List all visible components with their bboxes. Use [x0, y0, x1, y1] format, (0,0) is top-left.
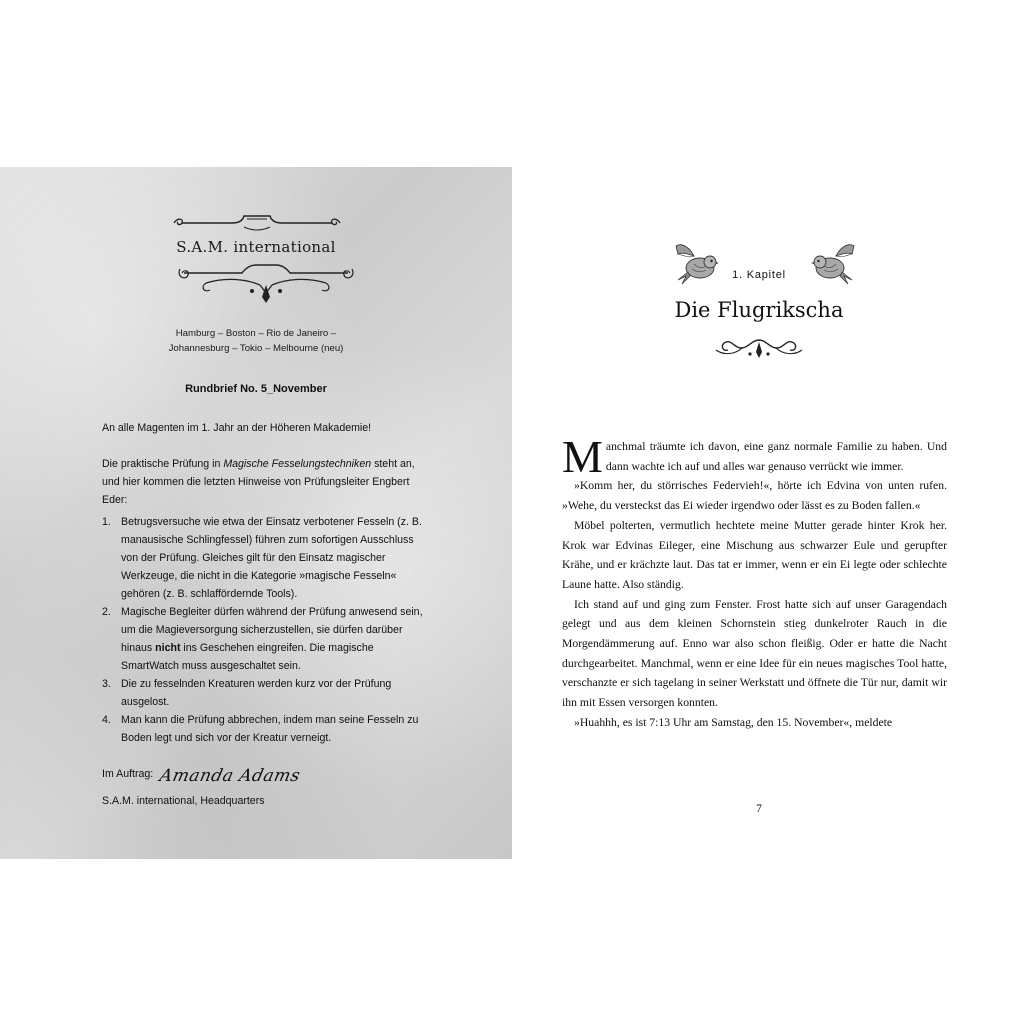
list-text: Magische Begleiter dürfen während der Prüfung anwesend sein, um die Magieversorgung sicherzustellen, sie dürfen darüber hinaus — [121, 606, 423, 654]
intro-text: Die praktische Prüfung in — [102, 458, 224, 470]
organization-name: S.A.M. international — [176, 238, 336, 256]
list-item — [102, 513, 432, 603]
paragraph-text: anchmal träumte ich davon, eine ganz normale Familie zu haben. Und dann wachte ich auf und alles war genauso verrückt wie immer. — [605, 440, 947, 473]
signature: Amanda Adams — [157, 766, 303, 786]
letter-page — [0, 167, 512, 859]
list-text: Betrugsversuche wie etwa der Einsatz verbotener Fesseln (z. B. manausische Schlingfessel) führen zum sofortigen Ausschluss von der Prüfung. Gleiches gilt für den Einsatz magischer Werkzeuge, die nicht in die Kategorie »magische Fesseln« gehören (z. B. schlaffördernde Tools). — [121, 516, 422, 600]
letter-intro — [102, 455, 432, 509]
list-text: Die zu fesselnden Kreaturen werden kurz vor der Prüfung ausgelost. — [121, 678, 392, 708]
letter-title: Rundbrief No. 5_November — [185, 383, 327, 395]
swirl-ornament-icon — [712, 334, 806, 360]
story-paragraph: »Komm her, du störrisches Federvieh!«, hörte ich Edvina von unten rufen. »Wehe, du versteckst das Ei wieder irgendwo oder lässt es zu Boden fallen.« — [562, 479, 947, 513]
list-item — [102, 675, 432, 711]
list-text: Man kann die Prüfung abbrechen, indem man seine Fesseln zu Boden legt und sich vor der Kreatur verneigt. — [121, 714, 419, 744]
headquarters-line: S.A.M. international, Headquarters — [102, 795, 265, 807]
story-paragraph: Ich stand auf und ging zum Fenster. Frost hatte sich auf unser Garagendach gelegt und aus dem kleinen Schornstein stieg dunkelroter Rauch in die Morgendämmerung auf. Enno war also schon fleißig. Oder er hatte die Nacht durchgearbeitet. Manchmal, wenn er eine Idee für ein neues magisches Tool hatte, verschanzte er sich tagelang in seiner Werkstatt und öffnete die Tür nur, damit wir ihn mit Essen versorgen konnten. — [562, 597, 947, 710]
list-item — [102, 603, 432, 675]
chapter-title: Die Flugrikscha — [674, 298, 844, 322]
drop-cap: M — [562, 431, 603, 482]
chapter-number: 1. Kapitel — [732, 269, 786, 281]
list-item — [102, 711, 432, 747]
story-text — [562, 431, 947, 733]
letter-greeting: An alle Magenten im 1. Jahr an der Höheren Makademie! — [102, 422, 372, 434]
list-number: 3. — [102, 678, 111, 690]
intro-subject: Magische Fesselungstechniken — [223, 458, 372, 470]
chapter-header — [560, 0, 958, 380]
list-number: 1. — [102, 516, 111, 528]
list-number: 2. — [102, 606, 111, 618]
page-number: 7 — [756, 803, 762, 815]
list-emphasis: nicht — [155, 642, 181, 654]
list-text: ins Geschehen eingreifen. Die magische SmartWatch muss ausgeschaltet sein. — [121, 642, 374, 672]
story-paragraph — [562, 431, 947, 482]
city-line: Johannesburg – Tokio – Melbourne (neu) — [168, 343, 344, 354]
list-number: 4. — [102, 714, 111, 726]
city-list — [0, 326, 512, 356]
ornament-bottom-icon — [176, 263, 356, 307]
ornament-top-icon — [172, 211, 342, 235]
signoff-label: Im Auftrag: — [102, 768, 154, 780]
city-line: Hamburg – Boston – Rio de Janeiro – — [175, 328, 337, 339]
story-paragraph: Möbel polterten, vermutlich hechtete meine Mutter gerade hinter Krok her. Krok war Edvinas Eileger, eine Mischung aus schwarzer Eule und gerupfter Krähe, und er krächzte laut. Das tat er immer, wenn er ein Ei legte oder schlechte Laune hatte. Also ständig. — [562, 518, 947, 591]
rules-list — [102, 513, 432, 747]
story-paragraph: »Huahhh, es ist 7:13 Uhr am Samstag, den 15. November«, meldete — [574, 715, 893, 729]
intro-text: steht an, und hier kommen die letzten Hinweise von Prüfungsleiter Engbert Eder: — [102, 458, 415, 506]
